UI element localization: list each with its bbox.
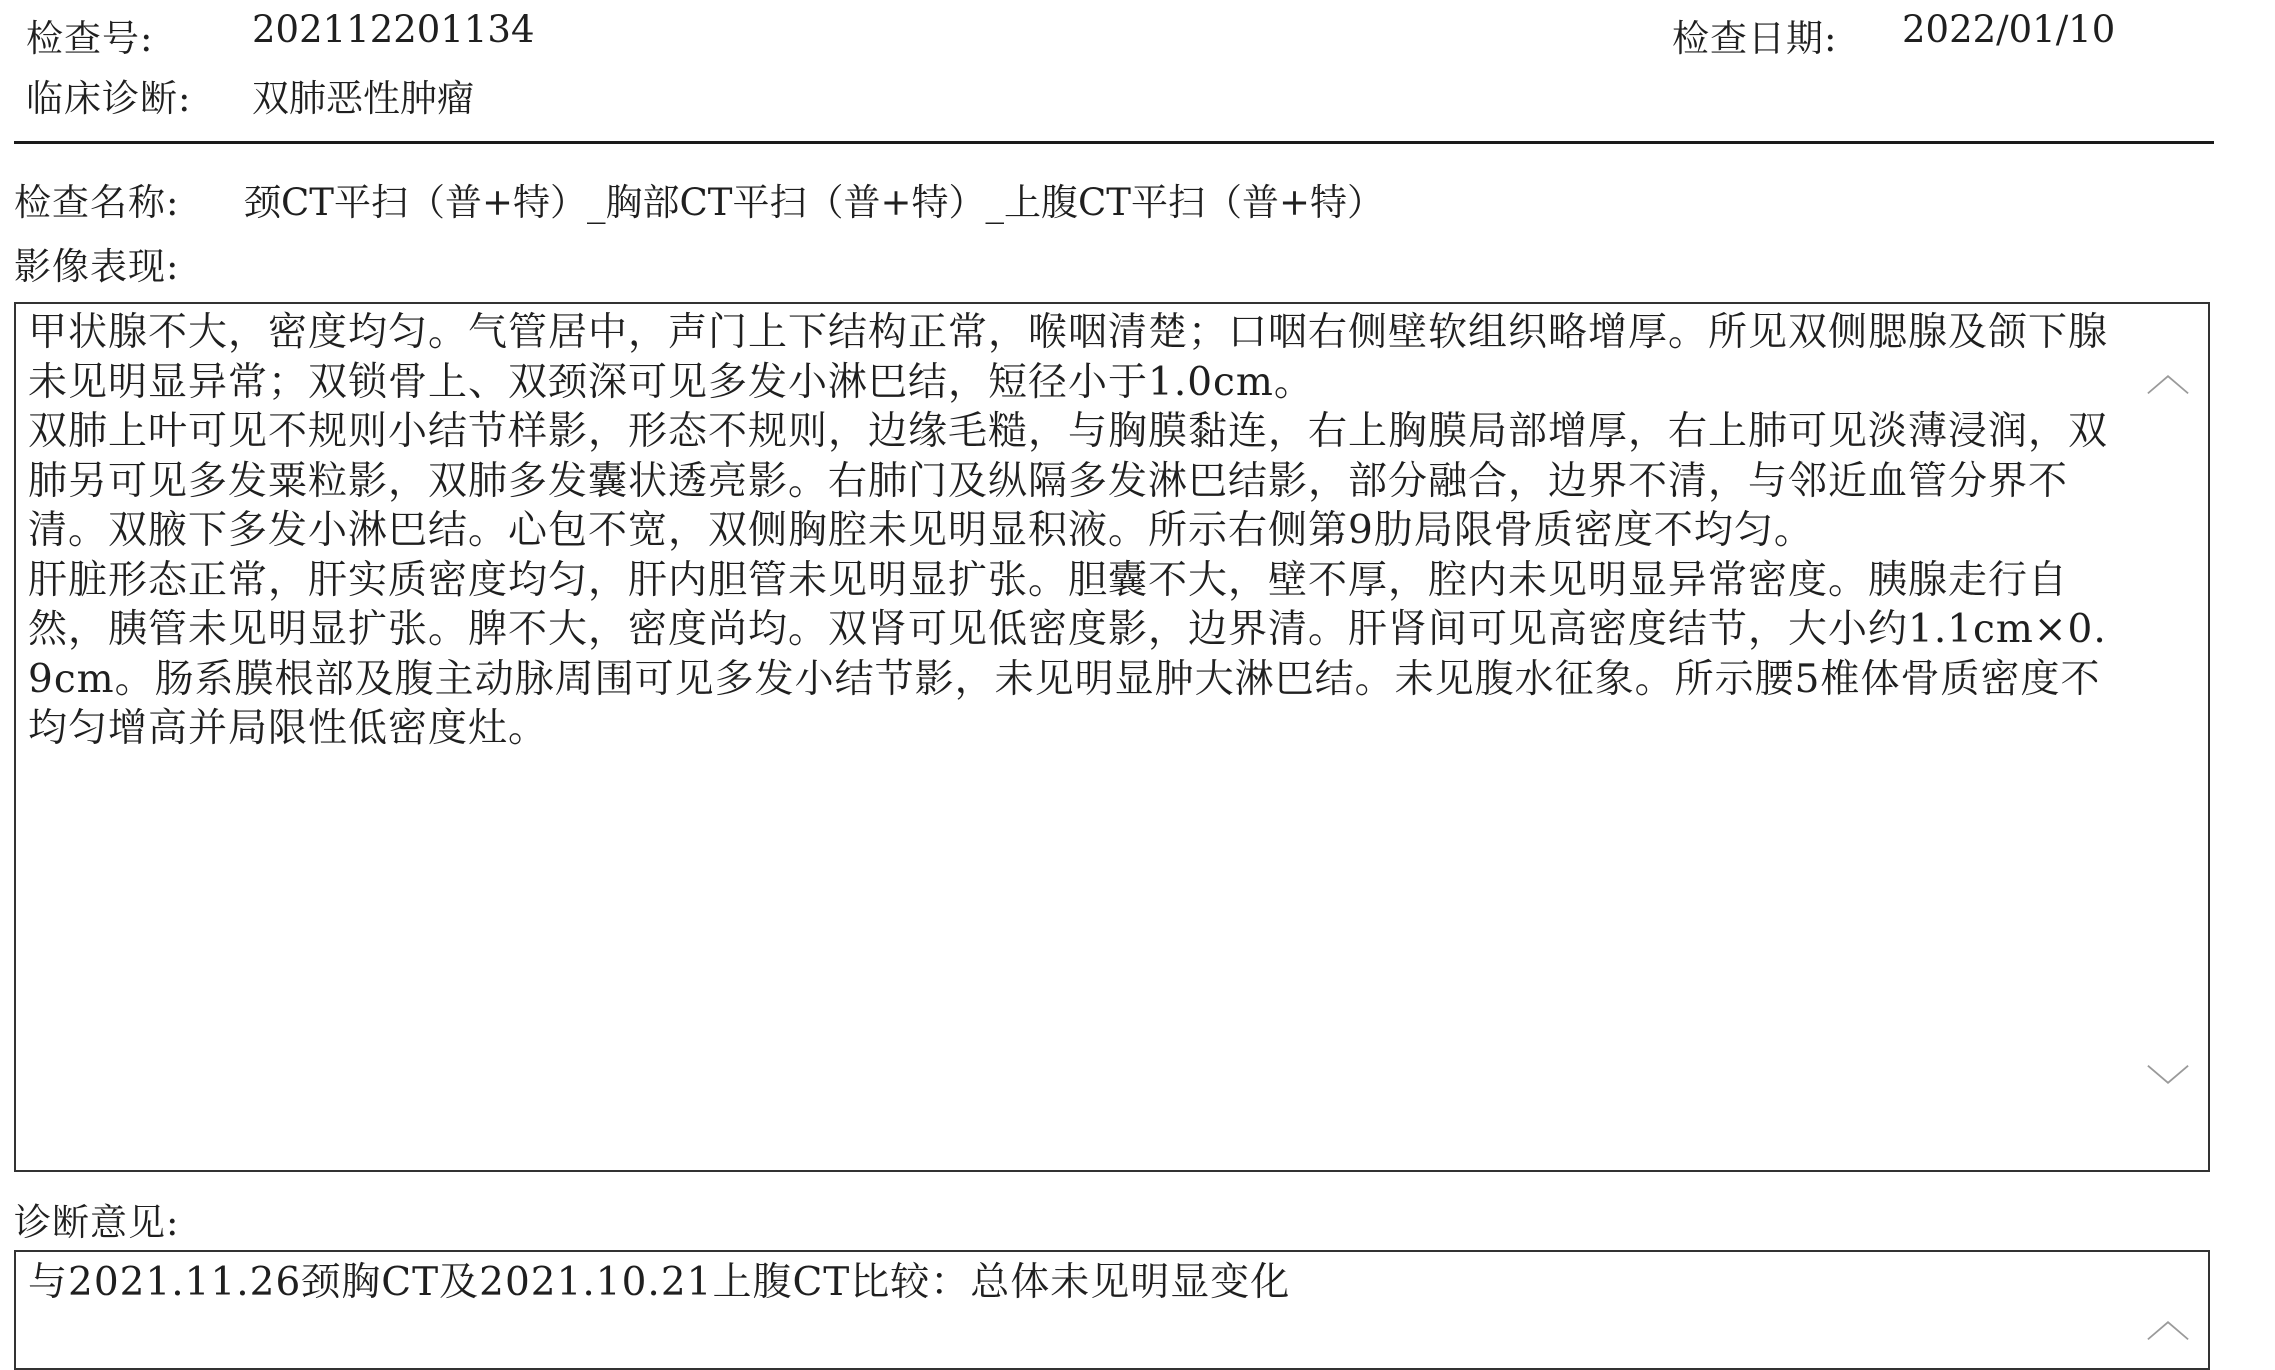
findings-paragraph-neck: 甲状腺不大，密度均匀。气管居中，声门上下结构正常，喉咽清楚；口咽右侧壁软组织略增厚。所见双侧腮腺及颌下腺未见明显异常；双锁骨上、双颈深可见多发小淋巴结，短径小于1.0cm。 [28, 310, 2109, 405]
exam-name-label: 检查名称: [14, 181, 180, 224]
exam-name-value: 颈CT平扫（普+特）_胸部CT平扫（普+特）_上腹CT平扫（普+特） [244, 181, 1384, 224]
clinical-diagnosis-label: 临床诊断: [26, 77, 192, 120]
diagnosis-textarea[interactable] [14, 1250, 2210, 1370]
findings-paragraph-chest: 双肺上叶可见不规则小结节样影，形态不规则，边缘毛糙，与胸膜黏连，右上胸膜局部增厚，右上肺可见淡薄浸润，双肺另可见多发粟粒影，双肺多发囊状透亮影。右肺门及纵隔多发淋巴结影，部分融合，边界不清，与邻近血管分界不清。双腋下多发小淋巴结。心包不宽，双侧胸腔未见明显积液。所示右侧第9肋局限骨质密度不均匀。 [28, 409, 2109, 553]
findings-label: 影像表现: [14, 245, 180, 288]
chevron-up-icon[interactable]: ︿ [2146, 1296, 2190, 1347]
header-divider [14, 141, 2214, 144]
chevron-up-icon[interactable]: ︿ [2146, 350, 2190, 401]
findings-textarea[interactable] [14, 302, 2210, 1172]
findings-paragraph-abdomen: 肝脏形态正常，肝实质密度均匀，肝内胆管未见明显扩张。胆囊不大，壁不厚，腔内未见明显异常密度。胰腺走行自然，胰管未见明显扩张。脾不大，密度尚均。双肾可见低密度影，边界清。肝肾间可见高密度结节，大小约1.1cm×0.9cm。肠系膜根部及腹主动脉周围可见多发小结节影，未见明显肿大淋巴结。未见腹水征象。所示腰5椎体骨质密度不均匀增高并局限性低密度灶。 [28, 557, 2107, 751]
diagnosis-label: 诊断意见: [14, 1201, 180, 1244]
exam-number-value: 202112201134 [252, 8, 535, 51]
exam-number-label: 检查号: [26, 17, 154, 60]
chevron-down-icon[interactable]: ﹀ [2146, 1062, 2190, 1113]
exam-date-label: 检查日期: [1672, 17, 1838, 60]
diagnosis-text: 与2021.11.26颈胸CT及2021.10.21上腹CT比较：总体未见明显变化 [28, 1260, 1291, 1305]
findings-text [28, 308, 2128, 754]
exam-date-value: 2022/01/10 [1902, 8, 2116, 51]
clinical-diagnosis-value: 双肺恶性肿瘤 [252, 77, 474, 120]
